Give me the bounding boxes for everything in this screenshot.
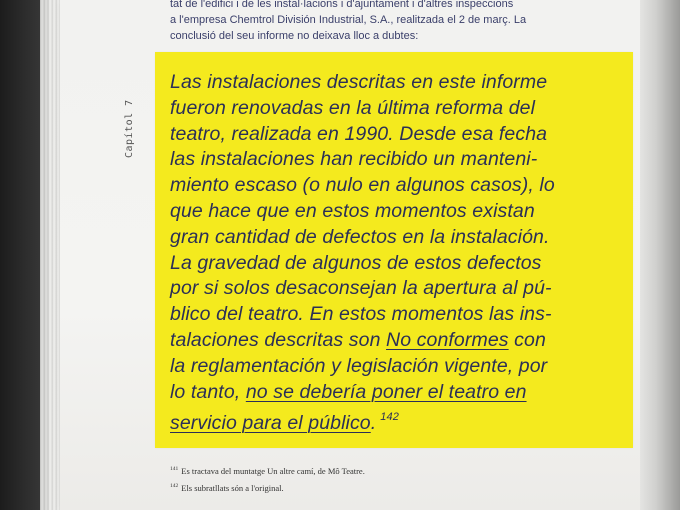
page-right-shadow	[640, 0, 680, 510]
footnote-text: Els subratllats són a l'original.	[181, 483, 284, 493]
top-paragraph-line: a l'empresa Chemtrol División Industrial, S.A., realitzada el 2 de març. La	[170, 14, 527, 26]
quote-text-segment: con	[508, 328, 546, 351]
book-page-edges	[40, 0, 62, 510]
quote-line: gran cantidad de defectos en la instalación.	[170, 225, 550, 248]
quote-text-segment: talaciones descritas son	[170, 328, 387, 351]
quote-line	[170, 405, 570, 437]
quote-line: por si solos desaconsejan la apertura al pú-	[170, 277, 552, 300]
chapter-label: Capítol 7	[124, 99, 135, 158]
footnote-number: 142	[170, 483, 179, 489]
quote-line: blico del teatro. En estos momentos las ins-	[170, 303, 552, 326]
quote-line: fueron renovadas en la última reforma del	[170, 96, 536, 119]
quote-line: las instalaciones han recibido un manteni-	[170, 148, 538, 171]
footnote-number: 141	[170, 466, 179, 472]
underlined-conclusion-part-2: servicio para el público	[170, 412, 371, 435]
underlined-conclusion-part-1: no se debería poner el teatro en	[245, 380, 527, 403]
quote-line: Las instalaciones descritas en este informe	[170, 71, 548, 93]
underlined-no-conformes: No conformes	[386, 328, 509, 351]
quote-line: La gravedad de algunos de estos defectos	[170, 251, 542, 274]
footnote-141	[170, 462, 365, 479]
top-paragraph-line: conclusió del seu informe no deixava lloc a dubtes:	[170, 30, 419, 42]
quote-text-segment: lo tanto,	[170, 380, 246, 403]
top-paragraph	[170, 0, 570, 44]
footnote-reference: 142	[380, 411, 399, 424]
footnotes	[170, 462, 365, 496]
quote-period: .	[370, 412, 377, 435]
footnote-142	[170, 479, 365, 496]
quote-line	[170, 328, 570, 354]
quote-line: miento escaso (o nulo en algunos casos), lo	[170, 174, 555, 197]
top-paragraph-line: tat de l'edifici i de les instal·lacions i d'ajuntament i d'altres inspeccions	[170, 0, 514, 10]
quote-line: que hace que en estos momentos existan	[170, 199, 535, 222]
quote-line: teatro, realizada en 1990. Desde esa fecha	[170, 122, 548, 145]
book-page	[60, 0, 645, 510]
footnote-text: Es tractava del muntatge Un altre camí, de Mô Teatre.	[181, 466, 365, 476]
quote-line	[170, 380, 570, 406]
highlighted-quote-box	[155, 52, 633, 448]
quote-text	[170, 70, 570, 437]
quote-line: la reglamentación y legislación vigente, por	[170, 354, 548, 377]
